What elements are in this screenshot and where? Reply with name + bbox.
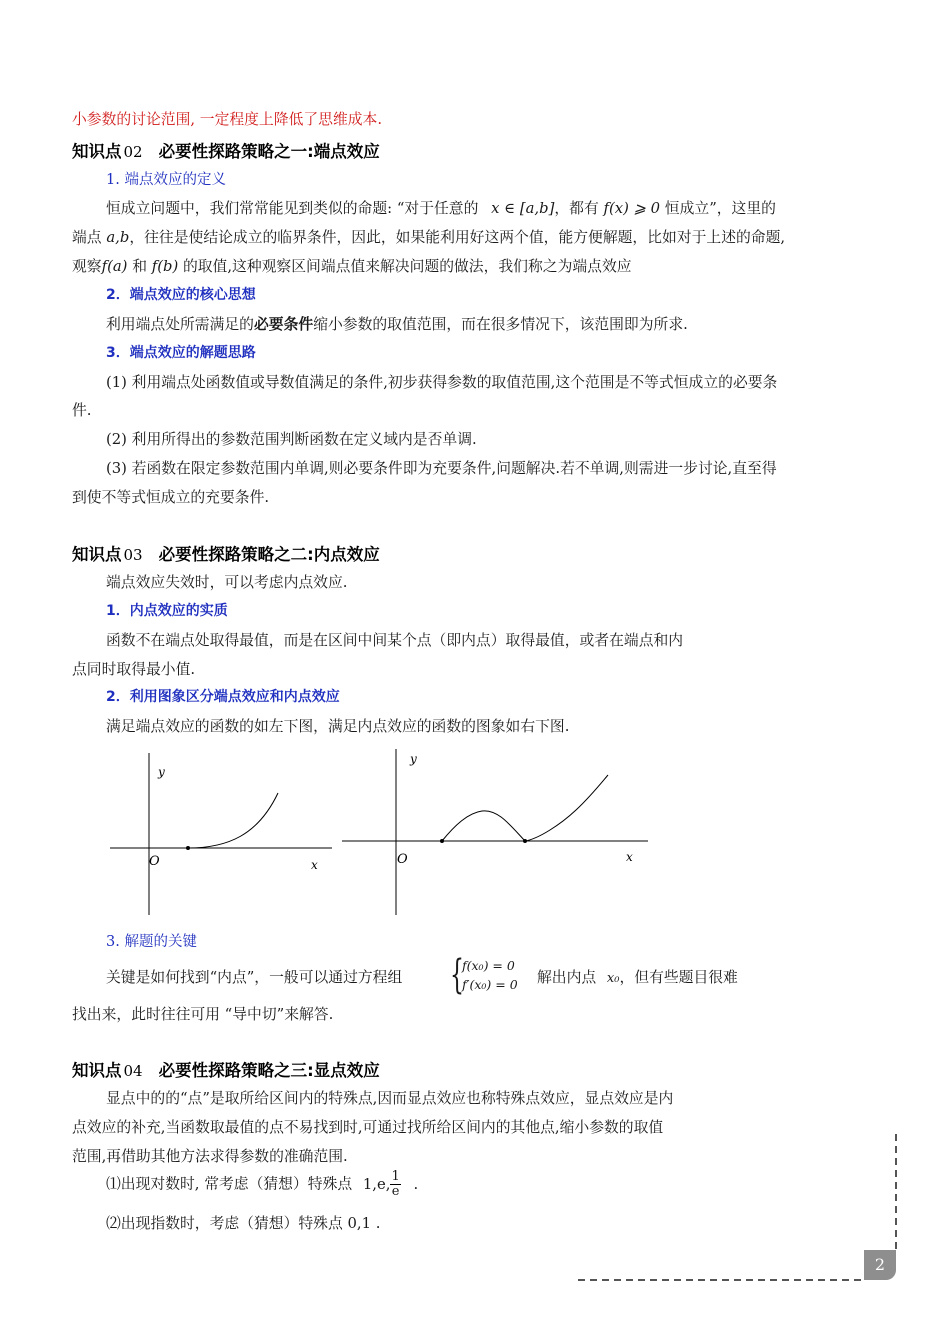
math-expression: x ∈ [a,b] (491, 200, 555, 217)
text: . (413, 1175, 419, 1193)
text: ，但有些题目很难 (619, 969, 738, 986)
emphasized-text: 必要条件 (253, 316, 314, 333)
paragraph-line: 端点效应失效时，可以考虑内点效应. (106, 574, 348, 591)
endpoint-dot (440, 839, 444, 843)
fraction-numerator: 1 (391, 1169, 400, 1184)
paragraph-line: 函数不在端点处取得最值，而是在区间中间某个点（即内点）取得最值，或者在端点和内 (106, 632, 684, 649)
fraction (390, 1170, 400, 1199)
section-title: 必要性探路策略之二:内点效应 (158, 545, 380, 564)
text: ，往往是使结论成立的临界条件，因此，如果能利用好这两个值，能方便解题，比如对于上述的命题, (129, 229, 786, 246)
subsection-title: 3．端点效应的解题思路 (106, 345, 256, 361)
paragraph-line: 满足端点效应的函数的如左下图，满足内点效应的函数的图象如右下图. (106, 718, 570, 735)
paragraph-line: 范围,再借助其他方法求得参数的准确范围. (72, 1148, 348, 1165)
section-label: 知识点 (72, 1061, 122, 1080)
equation-1: f(x₀) = 0 (462, 958, 515, 973)
section-number: 03 (123, 546, 143, 564)
paragraph-line: 点同时取得最小值. (72, 661, 196, 678)
paragraph-line (72, 226, 785, 247)
endpoint-effect-graph (108, 745, 338, 917)
section-title: 必要性探路策略之三:显点效应 (158, 1061, 380, 1080)
text: 解出内点 (537, 969, 597, 986)
origin-label: O (397, 852, 408, 867)
paragraph-line: 到使不等式恒成立的充要条件. (72, 489, 270, 506)
paragraph-line: 关键是如何找到“内点”，一般可以通过方程组 (106, 969, 403, 986)
section-number: 02 (123, 143, 143, 161)
paragraph-line: (2) 利用所得出的参数范围判断函数在定义域内是否单调. (106, 431, 477, 448)
text: 恒成立”，这里的 (664, 200, 776, 217)
y-axis-label: y (158, 765, 165, 779)
page-number: 2 (864, 1250, 896, 1280)
math-expression: f(x) ⩾ 0 (603, 200, 661, 217)
text: ⑴出现对数时, 常考虑（猜想）特殊点 (106, 1175, 353, 1193)
paragraph-line: 点效应的补充,当函数取最值的点不易找到时,可通过找所给区间内的其他点,缩小参数的取值 (72, 1119, 664, 1136)
text: 观察 (72, 258, 102, 275)
math-expression: x₀ (606, 971, 620, 986)
paragraph-line (106, 313, 688, 334)
paragraph-line: 件. (72, 402, 92, 419)
equation-2: f′(x₀) = 0 (462, 977, 518, 992)
paragraph-line (537, 966, 738, 987)
subsection-title: 1. 端点效应的定义 (106, 172, 226, 188)
section-heading-02 (72, 138, 380, 162)
y-axis-label: y (410, 752, 417, 766)
paragraph-line (72, 255, 632, 276)
subsection-title: 3. 解题的关键 (106, 934, 197, 950)
subsection-title: 2．端点效应的核心思想 (106, 287, 256, 303)
text: 利用端点处所需满足的 (106, 316, 254, 333)
paragraph-line: (3) 若函数在限定参数范围内单调,则必要条件即为充要条件,问题解决.若不单调,则需进一步讨论,直至得 (106, 460, 777, 477)
text: 的取值,这种观察区间端点值来解决问题的做法，我们称之为端点效应 (182, 258, 632, 275)
section-title: 必要性探路策略之一:端点效应 (158, 142, 380, 161)
function-curve (188, 793, 278, 848)
section-label: 知识点 (72, 545, 122, 564)
math-expression: f(a) (101, 258, 128, 275)
function-curve-rise (525, 775, 608, 841)
endpoint-dot (186, 846, 190, 850)
subsection-title: 2．利用图象区分端点效应和内点效应 (106, 689, 340, 705)
origin-label: O (149, 854, 160, 869)
interior-point-effect-graph (340, 745, 652, 917)
text: ，都有 (554, 200, 599, 217)
section-heading-04 (72, 1057, 380, 1081)
subsection-title: 1．内点效应的实质 (106, 603, 228, 619)
function-curve-hump (442, 811, 525, 841)
page-corner-decoration (570, 1130, 910, 1290)
interior-point-dot (523, 839, 527, 843)
x-axis-label: x (626, 850, 633, 864)
list-item (106, 1170, 418, 1199)
math-expression: a,b (106, 229, 130, 246)
fraction-denominator: e (391, 1184, 400, 1199)
paragraph-line: (1) 利用端点处函数值或导数值满足的条件,初步获得参数的取值范围,这个范围是不等式恒成立的必要条 (106, 374, 778, 391)
math-expression: 1,e, (362, 1175, 391, 1193)
section-label: 知识点 (72, 142, 122, 161)
section-number: 04 (123, 1062, 143, 1080)
paragraph-line: 显点中的的“点”是取所给区间内的特殊点,因而显点效应也称特殊点效应，显点效应是内 (106, 1090, 674, 1107)
text: 缩小参数的取值范围，而在很多情况下，该范围即为所求. (313, 316, 688, 333)
x-axis-label: x (311, 858, 318, 872)
text: 和 (132, 258, 147, 275)
continued-text: 小参数的讨论范围, 一定程度上降低了思维成本. (72, 111, 383, 128)
paragraph-line (106, 197, 776, 218)
list-item: ⑵出现指数时，考虑（猜想）特殊点 0,1 . (106, 1215, 381, 1232)
text: 端点 (72, 229, 102, 246)
equation-brace: { (450, 952, 464, 998)
text: 恒成立问题中，我们常常能见到类似的命题: “对于任意的 (106, 200, 479, 217)
math-expression: f(b) (151, 258, 179, 275)
paragraph-line: 找出来，此时往往可用 “导中切”来解答. (72, 1006, 334, 1023)
equation-system (462, 956, 518, 994)
section-heading-03 (72, 541, 380, 565)
